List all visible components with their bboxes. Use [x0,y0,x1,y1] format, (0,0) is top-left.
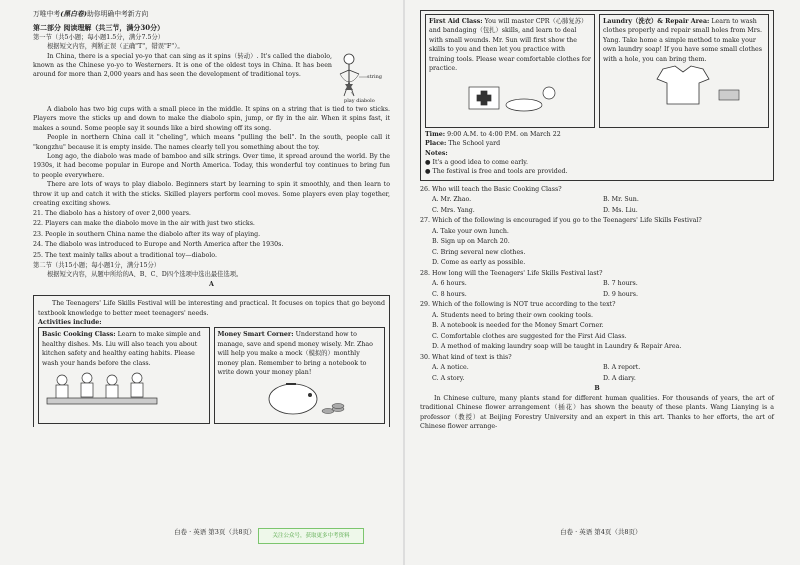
passage-b-paragraph: In Chinese culture, many plants stand for different human qualities. For thousands of years, the art of traditional Chinese flower arrangement（插花）has shown the beauty of these plants. Wang Lianying is a professor（教授）at Beijing Forestry University and an expert in this art. Thanks to her efforts, the art of Chinese flower arrange- [420,394,774,430]
q26-option-a[interactable]: A. Mr. Zhao. [432,196,472,204]
sub2-title: 第二节（共15小题；每小题1分，满分15分） [33,262,161,269]
q28-option-c[interactable]: C. 8 hours. [432,290,467,298]
first-aid-title: First Aid Class: [429,18,483,25]
q30-option-b[interactable]: B. A report. [603,364,641,372]
festival-intro: The Teenagers' Life Skills Festival will be interesting and practical. It focuses on topics that go beyond textbook knowledge to better meet teenagers' needs. [38,300,385,317]
footer-left: 白卷 · 英语 第3页（共8页） [174,528,256,536]
q26-options [420,195,774,216]
cooking-class-title: Basic Cooking Class: [42,331,116,339]
cooking-illustration [42,368,192,408]
q28-option-d[interactable]: D. 9 hours. [603,290,638,298]
question-24: 24. The diabolo was introduced to Europe and North America after the 1930s. [33,241,284,248]
right-column [420,10,774,431]
notes-label: Notes: [425,149,448,157]
question-28: 28. How long will the Teenagers' Life Skills Festival last? [420,269,603,277]
laundry-illustration [603,64,763,112]
q28-option-b[interactable]: B. 7 hours. [603,280,638,288]
first-aid-box [425,14,595,128]
q30-option-a[interactable]: A. A notice. [432,364,469,372]
label-string: string [367,73,382,80]
wechat-stamp: 关注公众号，获取更多中考资料 [258,528,364,544]
question-27: 27. Which of the following is encouraged if you go to the Teenagers' Life Skills Festival? [420,217,702,225]
note-1-text: It's a good idea to come early. [432,159,528,167]
laundry-title: Laundry（洗衣）& Repair Area: [603,18,710,25]
header-brand: (黑白卷) [60,10,88,18]
paragraph-2: A diabolo has two big cups with a small piece in the middle. It spins on a string that is tied to two sticks. Players move the sticks up and down to make the diabolo spin, jump, or fly in the air. When it spins fast, it makes a sound. Some people say it sounds like a bird showing off its song. [33,106,390,132]
festival-notice-right [420,10,774,181]
page-header [33,10,390,19]
festival-notice-left [33,295,390,427]
paragraph-5: There are lots of ways to play diabolo. Beginners start by learning to spin it smoothly, and then learn to throw it up and catch it with the sticks. Skilled players perform cool moves. Some players even play together, creating exciting shows. [33,181,390,208]
passage-intro [33,52,390,105]
q30-option-c[interactable]: C. A story. [432,374,465,382]
q27-option-d[interactable]: D. Come as early as possible. [432,259,526,267]
place-label: Place: [425,140,447,148]
footer-right: 白卷 · 英语 第4页（共8页） [560,528,642,536]
first-aid-text: You will master CPR（心肺复苏）and bandaging（包扎）skills, and learn to deal with small wounds. Mr. Sun will first show the skills to you and then let you practice with training tools. Please wear comfortable clothes for practice. [429,18,591,73]
question-23: 23. People in southern China name the diabolo after its way of playing. [33,230,261,238]
q27-option-a[interactable]: A. Take your own lunch. [432,227,509,235]
mc-questions [420,185,774,385]
laundry-box [599,14,769,128]
time-line [425,130,769,139]
money-corner-box [214,327,386,423]
paragraph-3: People in northern China call it "cheling", which means "pulling the bell". In the south, people call it "kongzhu" because it is empty inside. The names clearly tell you something about the toy. [33,134,390,151]
q28-options [420,279,774,300]
activities-label: Activities include: [38,319,102,327]
question-26: 26. Who will teach the Basic Cooking Class? [420,185,562,193]
section-title: 第二部分 阅读理解（共三节，满分30分） [33,23,165,33]
label-play-diabolo: play diabolo [344,97,375,104]
paragraph-1: In China, there is a special yo-yo that can sing as it spins（转动）. It's called the diabolo, known as the Chinese yo-yo to Westerners. It is one of the oldest toys in China. It has been around for more than 2,000 years and has seen the development of traditional toys. [33,52,332,79]
question-22: 22. Players can make the diabolo move in the air with just two sticks. [33,220,255,227]
q27-option-c[interactable]: C. Bring several new clothes. [432,248,526,256]
q28-option-a[interactable]: A. 6 hours. [432,280,467,288]
question-21: 21. The diabolo has a history of over 2,000 years. [33,209,191,217]
q30-options [420,363,774,384]
passage-a-label: A [209,280,214,288]
passage-b-label: B [594,385,600,393]
header-suffix: 助你明确中考新方向 [87,10,149,18]
time-value: 9:00 A.M. to 4:00 P.M. on March 22 [445,130,561,138]
time-label: Time: [425,130,446,138]
q27-option-b[interactable]: B. Sign up on March 20. [432,238,510,246]
sub1-title: 第一节（共5小题；每小题1.5分，满分7.5分） [33,33,165,41]
sub1-instruction: 根据短文内容，判断正误（正确"T"，错误"F"）。 [47,43,184,51]
money-corner-title: Money Smart Corner: [217,331,294,339]
header-prefix: 万唯中考 [33,10,61,18]
q26-option-d[interactable]: D. Ms. Liu. [603,206,638,214]
question-29: 29. Which of the following is NOT true according to the text? [420,301,616,309]
page-fold [403,0,405,565]
q29-option-a[interactable]: A. Students need to bring their own cooking tools. [432,311,593,319]
tf-questions [33,209,390,262]
note-1: ● It's a good idea to come early. [425,159,528,167]
place-value: The School yard [446,140,501,148]
cooking-class-text: Learn to make simple and healthy dishes. Ms. Liu will also teach you about kitchen safety and healthy eating habits. Please wash your hands before the class. [42,331,201,367]
q29-option-b[interactable]: B. A notebook is needed for the Money Smart Corner. [432,322,604,330]
first-aid-illustration [429,73,589,121]
piggy-bank-illustration [218,377,368,417]
q29-option-d[interactable]: D. A method of making laundry soap will be taught in Laundry & Repair Area. [432,343,682,351]
note-2: ● The festival is free and tools are provided. [425,168,568,176]
left-column [33,10,390,427]
paragraph-4: Long ago, the diabolo was made of bamboo and silk strings. Over time, it spread around the world. By the 1930s, it had become popular in Europe and North America. Today, this wonderful toy continues to bring fun to people everywhere. [33,153,390,179]
diabolo-figure [332,52,390,105]
q29-option-c[interactable]: C. Comfortable clothes are suggested for the First Aid Class. [432,332,627,340]
question-25: 25. The text mainly talks about a traditional toy—diabolo. [33,251,217,259]
question-30: 30. What kind of text is this? [420,353,512,361]
place-line [425,139,769,148]
sub2-instruction: 根据短文内容，从题中所给的A、B、C、D四个选项中选出最佳选项。 [47,271,243,279]
q30-option-d[interactable]: D. A diary. [603,374,636,382]
cooking-class-box [38,327,210,423]
q26-option-c[interactable]: C. Mrs. Yang. [432,206,475,214]
q26-option-b[interactable]: B. Mr. Sun. [603,196,639,204]
note-2-text: The festival is free and tools are provided. [432,168,568,176]
laundry-text: Learn to wash clothes properly and repair small holes from Mrs. Yang. Take home a simple method to make your own laundry soap! If you have some small clothes with a hole, you can bring them. [603,18,763,63]
money-corner-text: Understand how to manage, save and spend money wisely. Mr. Zhao will help you make a mock（模拟的）monthly money plan. Remember to bring a notebook to write down your money plan! [217,331,373,377]
